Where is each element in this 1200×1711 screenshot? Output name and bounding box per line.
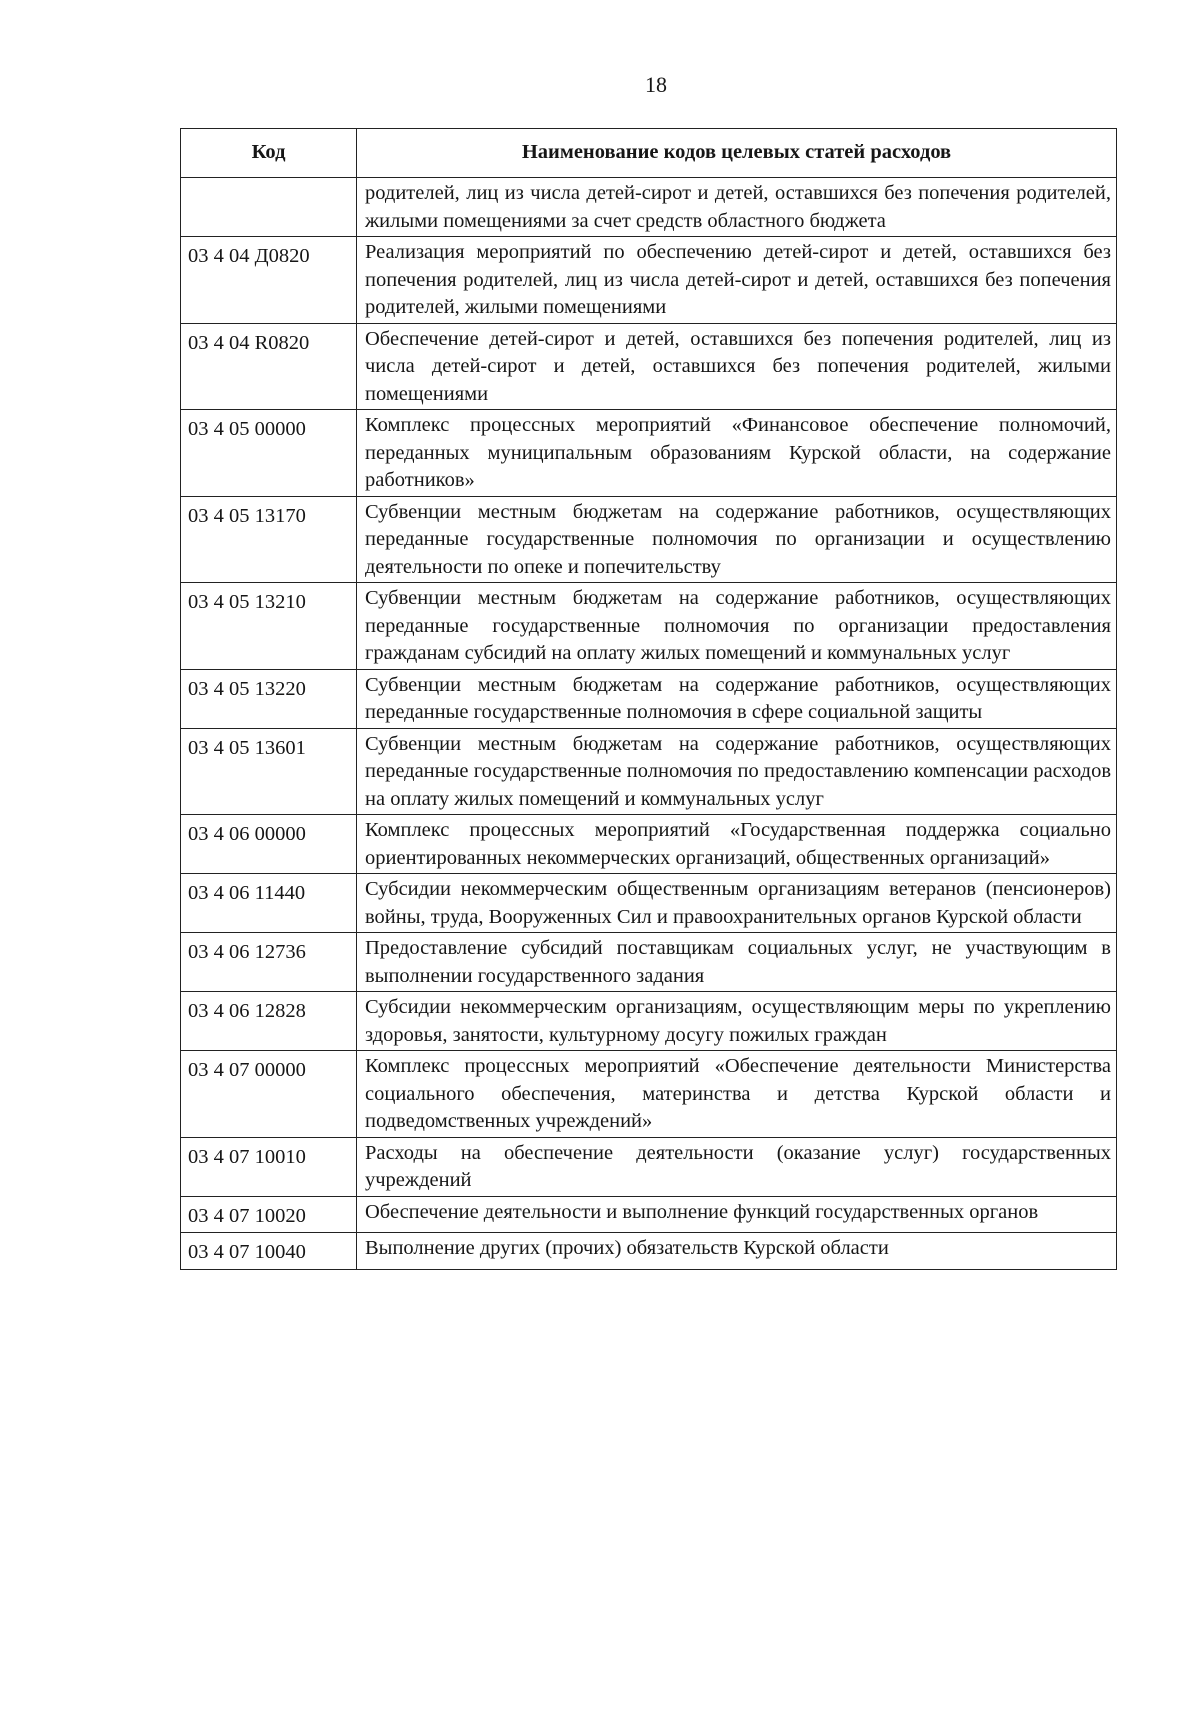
table-row — [181, 933, 1117, 992]
row-description: Предоставление субсидий поставщикам социальных услуг, не участвующим в выполнении государственного задания — [357, 933, 1117, 992]
table-row — [181, 496, 1117, 583]
row-code: 03 4 07 10040 — [181, 1233, 357, 1270]
table-row — [181, 669, 1117, 728]
table-row — [181, 1233, 1117, 1270]
row-description: Субвенции местным бюджетам на содержание работников, осуществляющих переданные государственные полномочия по предоставлению компенсации расходов на оплату жилых помещений и коммунальных услуг — [357, 728, 1117, 815]
row-description: Субвенции местным бюджетам на содержание работников, осуществляющих переданные государственные полномочия по организации предоставления гражданам субсидий на оплату жилых помещений и коммунальных услуг — [357, 583, 1117, 670]
row-code: 03 4 05 13601 — [181, 728, 357, 815]
table-row — [181, 583, 1117, 670]
row-description: Обеспечение детей-сирот и детей, оставшихся без попечения родителей, лиц из числа детей-сирот и детей, оставшихся без попечения родителей, жилыми помещениями — [357, 323, 1117, 410]
table-row — [181, 237, 1117, 324]
table-row — [181, 728, 1117, 815]
row-code — [181, 178, 357, 237]
table-row — [181, 874, 1117, 933]
table-body — [181, 178, 1117, 1270]
row-code: 03 4 05 13210 — [181, 583, 357, 670]
table-row — [181, 1051, 1117, 1138]
budget-codes-table — [180, 128, 1117, 1270]
row-description: Выполнение других (прочих) обязательств Курской области — [357, 1233, 1117, 1270]
row-code: 03 4 07 10010 — [181, 1137, 357, 1196]
table-row — [181, 178, 1117, 237]
row-code: 03 4 06 12736 — [181, 933, 357, 992]
page-number: 18 — [645, 72, 667, 97]
row-description: Комплекс процессных мероприятий «Государственная поддержка социально ориентированных некоммерческих организаций, общественных организаций» — [357, 815, 1117, 874]
row-description: Субсидии некоммерческим общественным организациям ветеранов (пенсионеров) войны, труда, Вооруженных Сил и правоохранительных органов Курской области — [357, 874, 1117, 933]
table-row — [181, 992, 1117, 1051]
row-code: 03 4 05 00000 — [181, 410, 357, 497]
row-description: Обеспечение деятельности и выполнение функций государственных органов — [357, 1196, 1117, 1233]
table-row — [181, 1196, 1117, 1233]
row-description: Субсидии некоммерческим организациям, осуществляющим меры по укреплению здоровья, занятости, культурному досугу пожилых граждан — [357, 992, 1117, 1051]
row-code: 03 4 05 13220 — [181, 669, 357, 728]
row-code: 03 4 04 R0820 — [181, 323, 357, 410]
row-code: 03 4 07 10020 — [181, 1196, 357, 1233]
header-description: Наименование кодов целевых статей расходов — [357, 129, 1117, 178]
table-row — [181, 410, 1117, 497]
row-code: 03 4 06 00000 — [181, 815, 357, 874]
table-header — [181, 129, 1117, 178]
row-description: Реализация мероприятий по обеспечению детей-сирот и детей, оставшихся без попечения родителей, лиц из числа детей-сирот и детей, оставшихся без попечения родителей, жилыми помещениями — [357, 237, 1117, 324]
row-description: родителей, лиц из числа детей-сирот и детей, оставшихся без попечения родителей, жилыми помещениями за счет средств областного бюджета — [357, 178, 1117, 237]
row-description: Комплекс процессных мероприятий «Обеспечение деятельности Министерства социального обеспечения, материнства и детства Курской области и подведомственных учреждений» — [357, 1051, 1117, 1138]
row-description: Расходы на обеспечение деятельности (оказание услуг) государственных учреждений — [357, 1137, 1117, 1196]
row-code: 03 4 04 Д0820 — [181, 237, 357, 324]
row-description: Комплекс процессных мероприятий «Финансовое обеспечение полномочий, переданных муниципальным образованиям Курской области, на содержание работников» — [357, 410, 1117, 497]
row-description: Субвенции местным бюджетам на содержание работников, осуществляющих переданные государственные полномочия в сфере социальной защиты — [357, 669, 1117, 728]
row-code: 03 4 06 11440 — [181, 874, 357, 933]
table-row — [181, 1137, 1117, 1196]
row-description: Субвенции местным бюджетам на содержание работников, осуществляющих переданные государственные полномочия по организации и осуществлению деятельности по опеке и попечительству — [357, 496, 1117, 583]
table-row — [181, 815, 1117, 874]
header-code: Код — [181, 129, 357, 178]
row-code: 03 4 06 12828 — [181, 992, 357, 1051]
row-code: 03 4 07 00000 — [181, 1051, 357, 1138]
row-code: 03 4 05 13170 — [181, 496, 357, 583]
table-row — [181, 323, 1117, 410]
header-row — [181, 129, 1117, 178]
